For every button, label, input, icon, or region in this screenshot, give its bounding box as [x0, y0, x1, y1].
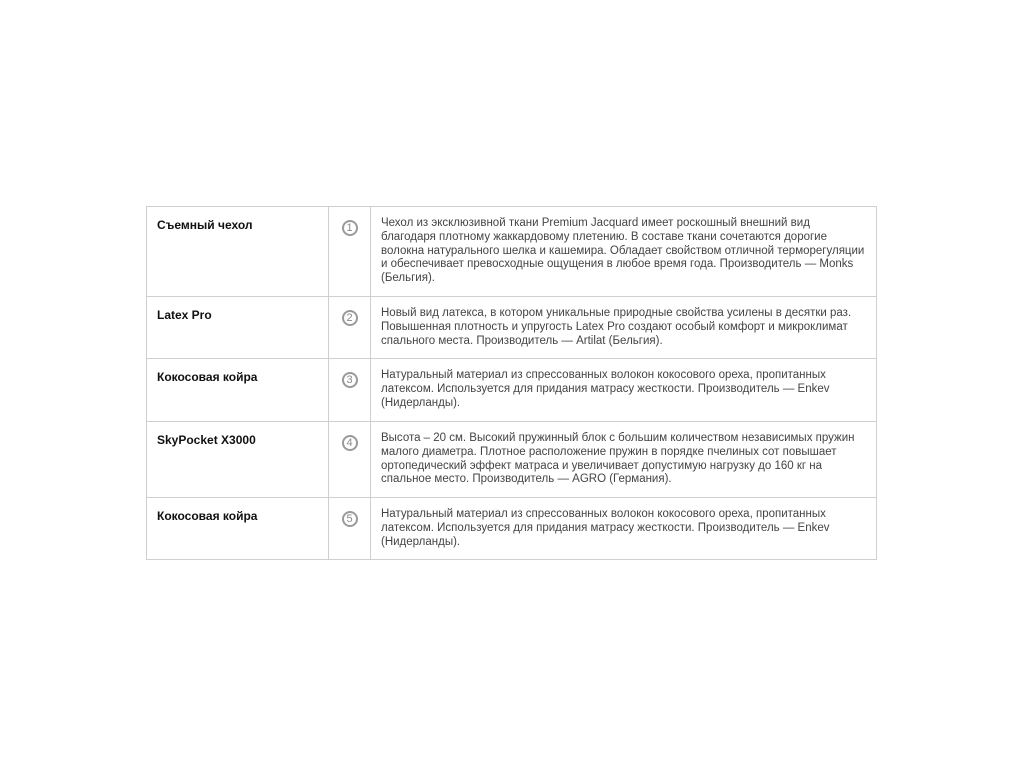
layer-name: Съемный чехол: [147, 207, 329, 297]
layer-number-cell: [329, 422, 371, 498]
layer-description: Высота – 20 см. Высокий пружинный блок с большим количеством независимых пружин малого диаметра. Плотное расположение пружин в порядке пчелиных сот повышает ортопедический эффект матраса и увеличивает допустимую нагрузку до 160 кг на спальное место. Производитель — AGRO (Германия).: [371, 422, 877, 498]
layer-number-badge: 5: [342, 511, 358, 527]
layer-number-cell: [329, 359, 371, 422]
layer-number-cell: [329, 297, 371, 359]
layer-name: Кокосовая койра: [147, 498, 329, 560]
layer-number-badge: 2: [342, 310, 358, 326]
table-row: [147, 207, 877, 297]
layer-name: SkyPocket X3000: [147, 422, 329, 498]
layer-number-badge: 3: [342, 372, 358, 388]
layer-name: Latex Pro: [147, 297, 329, 359]
mattress-layers-table: [146, 206, 877, 560]
layer-number-cell: [329, 498, 371, 560]
table-row: [147, 422, 877, 498]
layer-description: Натуральный материал из спрессованных волокон кокосового ореха, пропитанных латексом. Используется для придания матрасу жесткости. Производитель — Enkev (Нидерланды).: [371, 498, 877, 560]
table-row: [147, 297, 877, 359]
layer-number-cell: [329, 207, 371, 297]
layer-description: Натуральный материал из спрессованных волокон кокосового ореха, пропитанных латексом. Используется для придания матрасу жесткости. Производитель — Enkev (Нидерланды).: [371, 359, 877, 422]
layer-name: Кокосовая койра: [147, 359, 329, 422]
table-row: [147, 498, 877, 560]
layer-description: Чехол из эксклюзивной ткани Premium Jacquard имеет роскошный внешний вид благодаря плотному жаккардовому плетению. В составе ткани сочетаются дорогие волокна натурального шелка и кашемира. Обладает свойством отличной терморегуляции и обеспечивает превосходные ощущения в любое время года. Производитель — Monks (Бельгия).: [371, 207, 877, 297]
layer-number-badge: 1: [342, 220, 358, 236]
table-row: [147, 359, 877, 422]
layer-number-badge: 4: [342, 435, 358, 451]
layer-description: Новый вид латекса, в котором уникальные природные свойства усилены в десятки раз. Повышенная плотность и упругость Latex Pro создают особый комфорт и микроклимат спального места. Производитель — Artilat (Бельгия).: [371, 297, 877, 359]
